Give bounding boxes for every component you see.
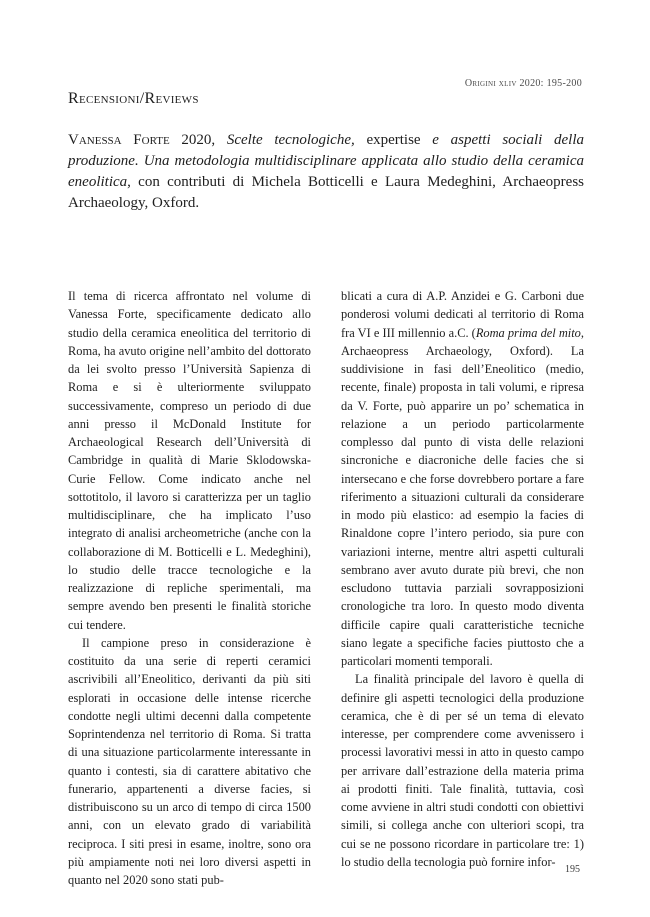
running-head: Origini xliv 2020: 195-200: [464, 78, 582, 89]
section-title: Recensioni/Reviews: [68, 90, 199, 107]
right-column: [341, 287, 584, 871]
paragraph: La finalità principale del lavoro è quella di definire gli aspetti tecnologici della produzione ceramica, che è di per sé un tema di elevato interesse, per comprendere come avvenissero i processi lavorativi messi in atto in questo campo per arrivare dall’estrazione della materia prima ai prodotti finiti. Tale finalità, tuttavia, così come avviene in altri studi condotti con obiettivi simili, si collega anche con ulteriori scopi, tra cui se ne possono ricordare in particolare tre: 1) lo studio della tecnologia può fornire infor-: [341, 672, 584, 869]
paragraph: Il tema di ricerca affrontato nel volume di Vanessa Forte, specificamente dedicato allo studio della ceramica eneolitica del territorio di Roma, ha avuto origine nell’ambito del dottorato da lei svolto presso l’Università Sapienza di Roma e si è ulteriormente sviluppato successivamente, compreso un periodo di due anni presso il McDonald Institute for Archaeological Research dell’Università di Cambridge in qualità di Marie Sklodowska-Curie Fellow. Come indicato anche nel sottotitolo, il lavoro si caratterizza per un taglio multidisciplinare, che ha implicato l’uso integrato di analisi archeometriche (anche con la collaborazione di M. Botticelli e L. Medeghini), lo studio delle tracce tecnologiche e la realizzazione di repliche sperimentali, ma sempre avendo ben presenti le finalità storiche cui tendere.: [68, 289, 311, 632]
page-number: 195: [565, 864, 580, 875]
citation-title-2: expertise: [354, 132, 433, 148]
text-run: blicati a cura di A.P. Anzidei e G. Carboni due ponderosi volumi dedicati al territorio di Roma fra VI e III millennio a.C. (: [341, 289, 584, 340]
citation-title-3: e aspetti sociali della produzione. Una metodologia multidisciplinare applicata allo studio della ceramica eneolitica: [68, 132, 584, 190]
citation-rest: , con contributi di Michela Botticelli e Laura Medeghini, Archaeopress Archaeology, Oxford.: [68, 174, 584, 211]
citation-author: Vanessa Forte: [68, 132, 170, 148]
paragraph: [341, 287, 584, 670]
book-citation: [68, 130, 584, 214]
citation-title-1: Scelte tecnologiche,: [226, 132, 355, 148]
text-run: , Archaeopress Archaeology, Oxford). La suddivisione in fasi dell’Eneolitico (medio, recente, finale) proposta in tali volumi, e ripresa da V. Forte, può apparire un po’ schematica in relazione a un periodo particolarmente complesso dal punto di vista delle relazioni sincroniche e diacroniche delle facies che si intersecano e che forse dovrebbero portare a fare riferimento a situazioni culturali da considerare in modo più elastico: ad esempio la facies di Rinaldone copre l’intero periodo, sia pure con variazioni interne, mentre altri aspetti culturali sembrano aver avuto durate più brevi, che non escludono tuttavia parziali sovrapposizioni cronologiche tra loro. In questo modo diventa difficile capire quali caratteristiche tecniche siano legate a specifiche facies piuttosto che a particolari momenti temporali.: [341, 325, 584, 668]
citation-year: 2020,: [169, 132, 227, 148]
italic-title: Roma prima del mito: [475, 325, 581, 340]
left-column: [68, 287, 311, 889]
paragraph: Il campione preso in considerazione è costituito da una serie di reperti ceramici ascrivibili all’Eneolitico, derivanti da più siti esplorati in occasione delle intense ricerche condotte negli ultimi decenni dalla competente Soprintendenza nel territorio di Roma. Si tratta di una situazione particolarmente interessante in quanto i contesti, sia di carattere abitativo che funerario, appartenenti a diverse facies, si distribuiscono su un arco di tempo di circa 1500 anni, con un elevato grado di variabilità reciproca. I siti presi in esame, inoltre, sono ora più ampiamente noti nei loro diversi aspetti in quanto nel 2020 sono stati pub-: [68, 635, 311, 887]
